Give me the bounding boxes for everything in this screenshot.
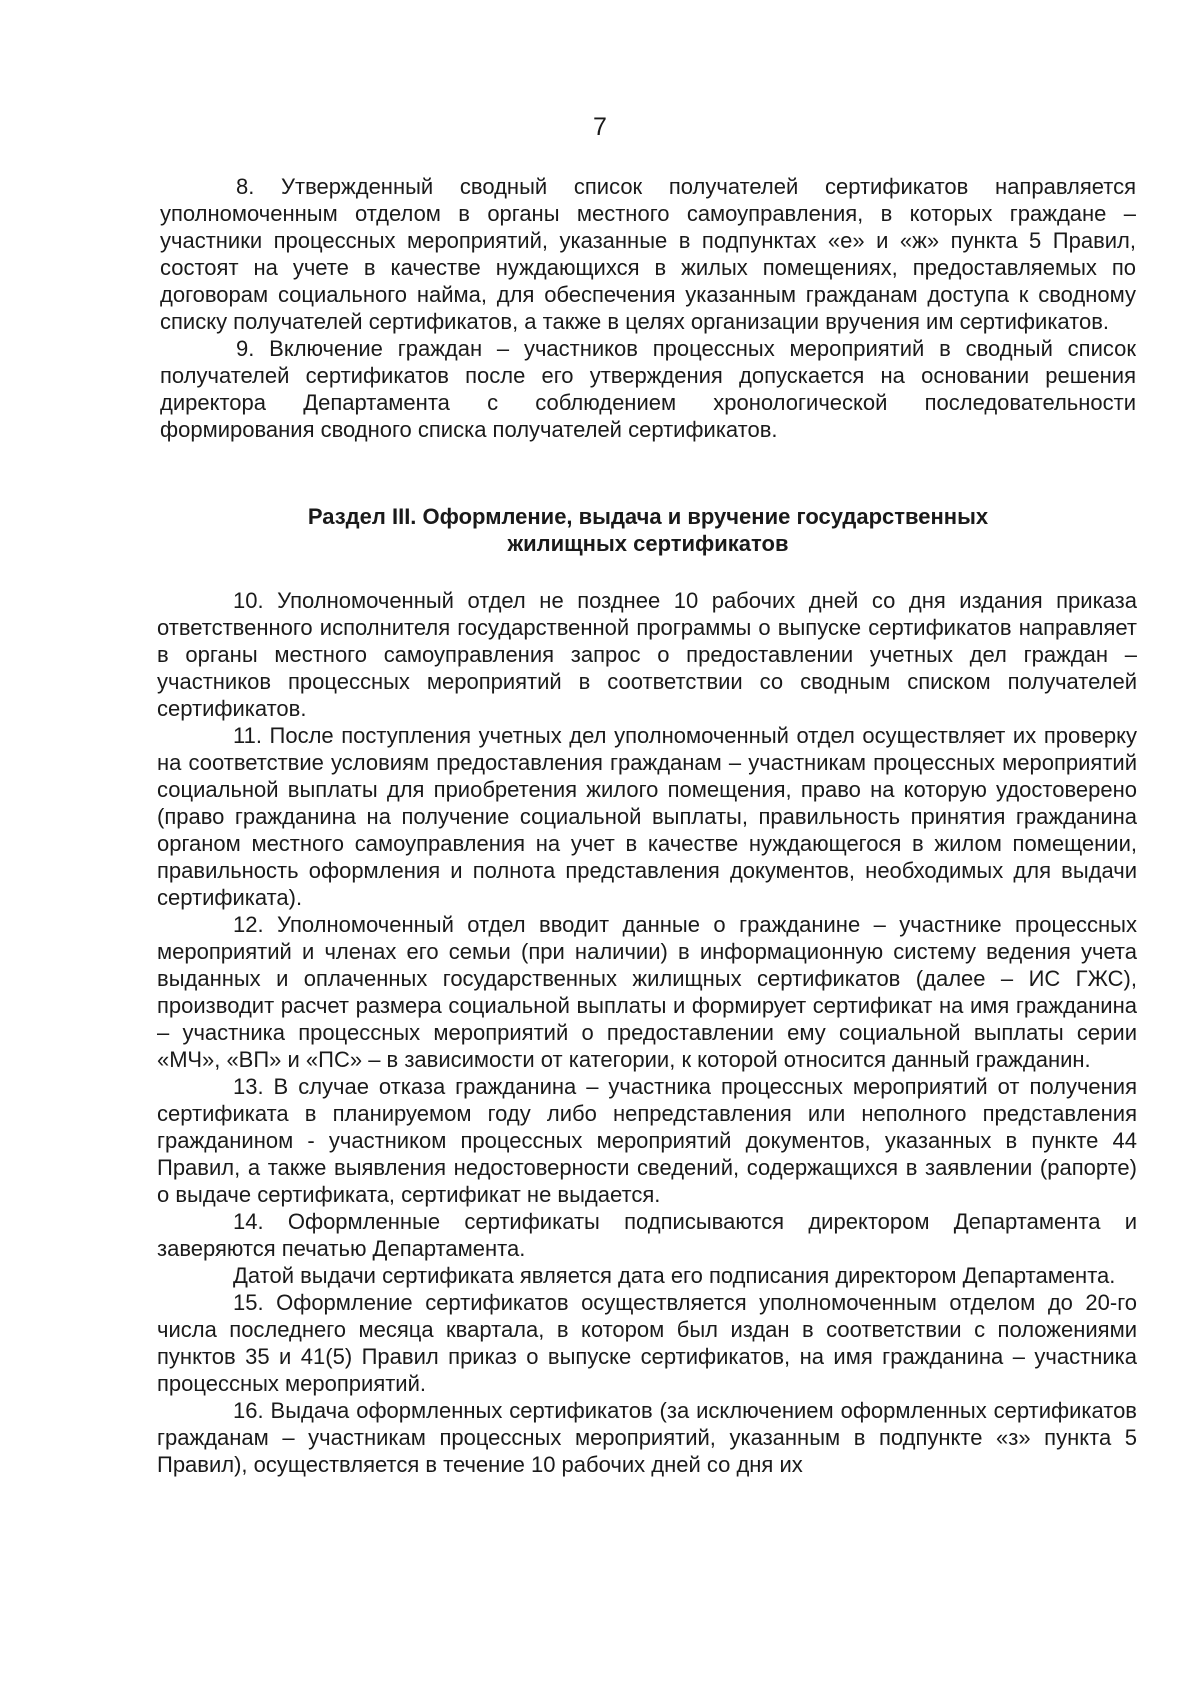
text-block-upper: [160, 173, 1136, 443]
section-heading: [160, 503, 1136, 557]
paragraph-12: 12. Уполномоченный отдел вводит данные о гражданине – участнике процессных мероприятий и членах его семьи (при наличии) в информационную систему ведения учета выданных и оплаченных государственных жилищных сертификатов (далее – ИС ГЖС), производит расчет размера социальной выплаты и формирует сертификат на имя гражданина – участника процессных мероприятий о предоставлении ему социальной выплаты серии «МЧ», «ВП» и «ПС» – в зависимости от категории, к которой относится данный гражданин.: [157, 912, 1137, 1072]
paragraph-14: 14. Оформленные сертификаты подписываются директором Департамента и заверяются печатью Департамента.: [157, 1209, 1137, 1261]
paragraph-11: 11. После поступления учетных дел уполномоченный отдел осуществляет их проверку на соответствие условиям предоставления гражданам – участникам процессных мероприятий социальной выплаты для приобретения жилого помещения, право на которую удостоверено (право гражданина на получение социальной выплаты, правильность принятия гражданина органом местного самоуправления на учет в качестве нуждающегося в жилом помещении, правильность оформления и полнота представления документов, необходимых для выдачи сертификата).: [157, 723, 1137, 910]
text-block-lower: [157, 587, 1137, 1478]
paragraph-15: 15. Оформление сертификатов осуществляется уполномоченным отделом до 20-го числа последнего месяца квартала, в котором был издан в соответствии с положениями пунктов 35 и 41(5) Правил приказ о выпуске сертификатов, на имя гражданина – участника процессных мероприятий.: [157, 1290, 1137, 1396]
paragraph-8: 8. Утвержденный сводный список получателей сертификатов направляется уполномоченным отделом в органы местного самоуправления, в которых граждане – участники процессных мероприятий, указанные в подпунктах «е» и «ж» пункта 5 Правил, состоят на учете в качестве нуждающихся в жилых помещениях, предоставляемых по договорам социального найма, для обеспечения указанным гражданам доступа к сводному списку получателей сертификатов, а также в целях организации вручения им сертификатов.: [160, 174, 1136, 334]
section-heading-line-1: Раздел III. Оформление, выдача и вручение государственных: [307, 504, 989, 529]
paragraph-9: 9. Включение граждан – участников процессных мероприятий в сводный список получателей сертификатов после его утверждения допускается на основании решения директора Департамента с соблюдением хронологической последовательности формирования сводного списка получателей сертификатов.: [160, 336, 1136, 442]
paragraph-16: 16. Выдача оформленных сертификатов (за исключением оформленных сертификатов гражданам – участникам процессных мероприятий, указанным в подпункте «з» пункта 5 Правил), осуществляется в течение 10 рабочих дней со дня их: [157, 1398, 1137, 1477]
paragraph-13: 13. В случае отказа гражданина – участника процессных мероприятий от получения сертификата в планируемом году либо непредставления или неполного представления гражданином - участником процессных мероприятий документов, указанных в пункте 44 Правил, а также выявления недостоверности сведений, содержащихся в заявлении (рапорте) о выдаче сертификата, сертификат не выдается.: [157, 1074, 1137, 1207]
paragraph-10: 10. Уполномоченный отдел не позднее 10 рабочих дней со дня издания приказа ответственного исполнителя государственной программы о выпуске сертификатов направляет в органы местного самоуправления запрос о предоставлении учетных дел граждан – участников процессных мероприятий в соответствии со сводным списком получателей сертификатов.: [157, 588, 1137, 721]
section-heading-line-2: жилищных сертификатов: [507, 531, 789, 556]
page-number: 7: [593, 113, 607, 141]
paragraph-14-issue-date: Датой выдачи сертификата является дата его подписания директором Департамента.: [233, 1263, 1116, 1288]
